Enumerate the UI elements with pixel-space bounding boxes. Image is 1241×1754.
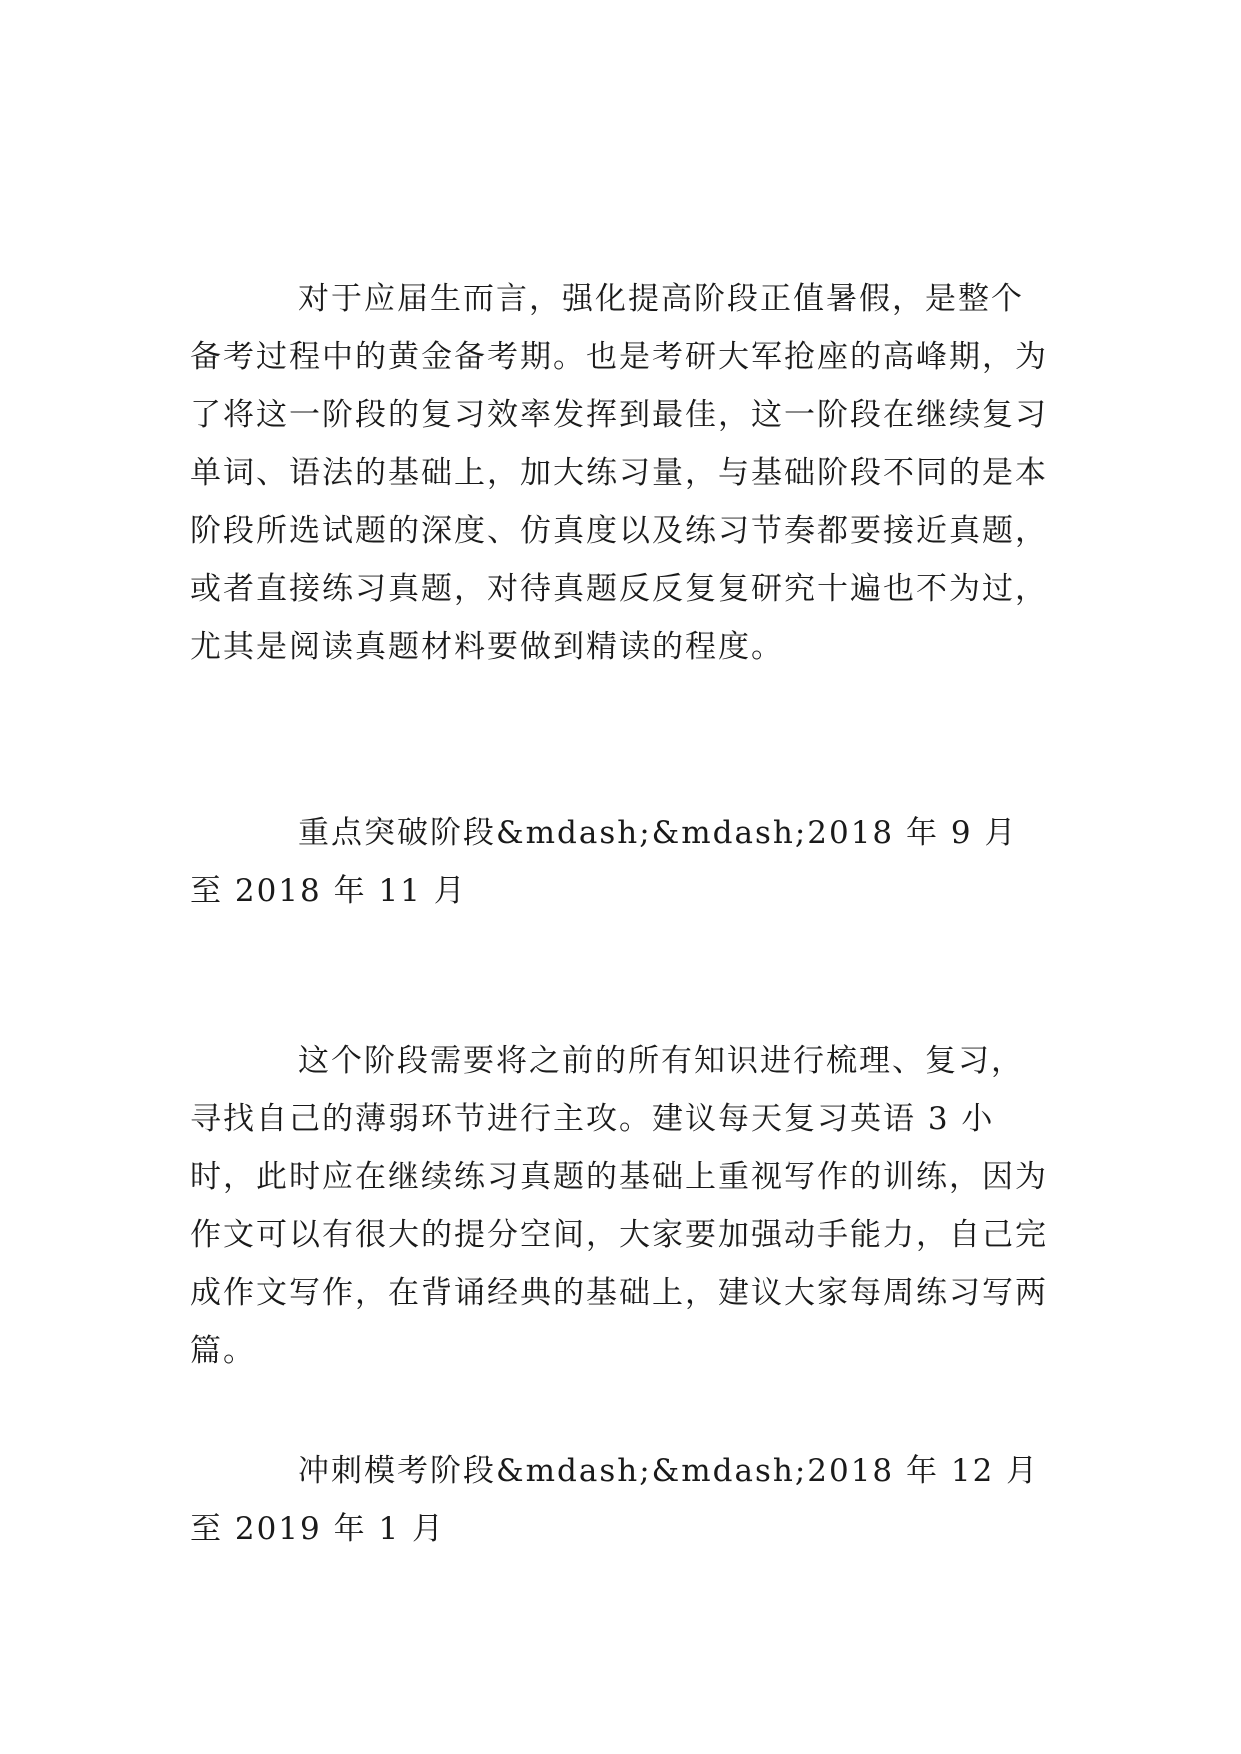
- paragraph-breakthrough-stage: 这个阶段需要将之前的所有知识进行梳理、复习，寻找自己的薄弱环节进行主攻。建议每天复习英语 3 小时，此时应在继续练习真题的基础上重视写作的训练，因为作文可以有很大的提分空间，大家要加强动手能力，自己完成作文写作，在背诵经典的基础上，建议大家每周练习写两篇。: [190, 1043, 1048, 1369]
- heading-sprint-stage: 冲刺模考阶段&mdash;&mdash;2018 年 12 月至 2019 年 1 月: [190, 1453, 1040, 1547]
- paragraph-intensive-stage: 对于应届生而言，强化提高阶段正值暑假，是整个备考过程中的黄金备考期。也是考研大军抢座的高峰期，为了将这一阶段的复习效率发挥到最佳，这一阶段在继续复习单词、语法的基础上，加大练习量，与基础阶段不同的是本阶段所选试题的深度、仿真度以及练习节奏都要接近真题，或者直接练习真题，对待真题反反复复研究十遍也不为过，尤其是阅读真题材料要做到精读的程度。: [190, 281, 1048, 665]
- heading-breakthrough-stage: 重点突破阶段&mdash;&mdash;2018 年 9 月至 2018 年 11 月: [190, 815, 1018, 909]
